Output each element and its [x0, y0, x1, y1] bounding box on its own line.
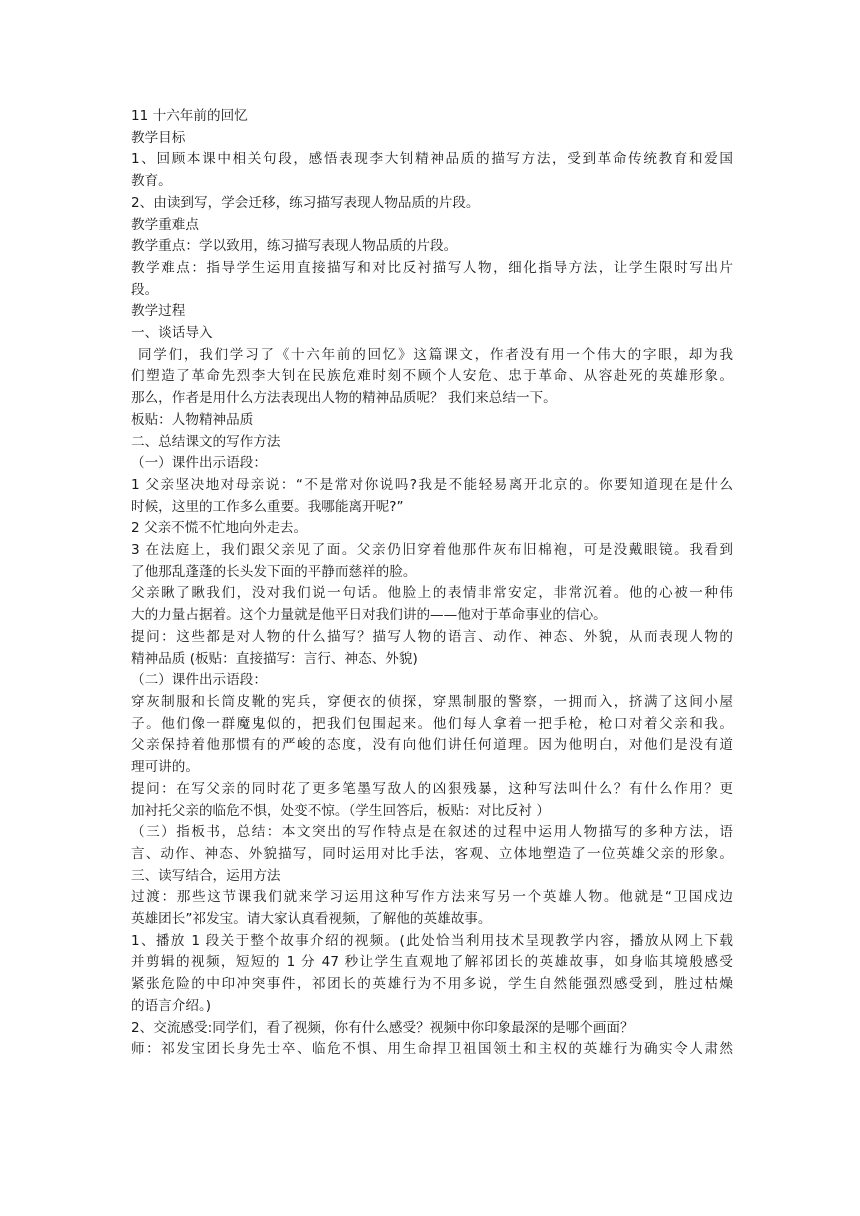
- heading-teaching-goals: 教学目标: [131, 129, 186, 146]
- goal-1-line-2: 教育。: [131, 173, 172, 190]
- quote-3-line-2: 了他那乱蓬蓬的长头发下面的平静而慈祥的脸。: [131, 563, 417, 580]
- video-step-line-3: 紧张危险的中印冲突事件，祁团长的英雄行为不用多说，学生自然能强烈感受到，胜过枯燥: [131, 976, 733, 993]
- intro-paragraph-line-2: 们塑造了革命先烈李大钊在民族危难时刻不顾个人安危、忠于革命、从容赴死的英雄形象。: [131, 368, 733, 385]
- video-step-line-4: 的语言介绍。): [131, 997, 212, 1014]
- heading-teaching-process: 教学过程: [131, 303, 186, 320]
- difficulty-line-1: 教学难点：指导学生运用直接描写和对比反衬描写人物，细化指导方法，让学生限时写出片: [131, 259, 733, 276]
- key-point: 教学重点：学以致用，练习描写表现人物品质的片段。: [131, 238, 458, 255]
- difficulty-line-2: 段。: [131, 281, 159, 298]
- subsection-2-heading: （二）课件出示语段：: [131, 672, 267, 689]
- passage-line-1: 穿灰制服和长筒皮靴的宪兵，穿便衣的侦探，穿黑制服的警察，一拥而入，挤满了这间小屋: [131, 693, 733, 710]
- heading-key-points: 教学重难点: [131, 216, 199, 233]
- question-2-line-1: 提问：在写父亲的同时花了更多笔墨写敌人的凶狠残暴，这种写法叫什么？有什么作用？更: [131, 780, 733, 797]
- video-step-line-2: 并剪辑的视频，短短的 1 分 47 秒让学生直观地了解祁团长的英雄故事，如身临其境般感受: [131, 954, 733, 971]
- quote-2: 2 父亲不慌不忙地向外走去。: [131, 520, 308, 537]
- goal-2: 2、由读到写，学会迁移，练习描写表现人物品质的片段。: [131, 194, 480, 211]
- quote-1-line-2: 时候，这里的工作多么重要。我哪能离开呢?”: [131, 498, 404, 515]
- quote-3-line-1: 3 在法庭上，我们跟父亲见了面。父亲仍旧穿着他那件灰布旧棉袍，可是没戴眼镜。我看到: [131, 542, 733, 559]
- subsection-3-line-2: 言、动作、神态、外貌描写，同时运用对比手法，客观、立体地塑造了一位英雄父亲的形象。: [131, 845, 733, 862]
- quote-4-line-2: 大的力量占据着。这个力量就是他平日对我们讲的——他对于革命事业的信心。: [131, 607, 607, 624]
- passage-line-4: 理可讲的。: [131, 759, 199, 776]
- video-step-line-1: 1、播放 1 段关于整个故事介绍的视频。(此处恰当利用技术呈现教学内容，播放从网上下载: [131, 932, 733, 949]
- passage-line-3: 父亲保持着他那惯有的严峻的态度，没有向他们讲任何道理。因为他明白，对他们是没有道: [131, 737, 733, 754]
- intro-paragraph-line-3: 那么，作者是用什么方法表现出人物的精神品质呢？ 我们来总结一下。: [131, 390, 557, 407]
- document-page: [131, 106, 733, 1061]
- section-1-heading: 一、谈话导入: [131, 325, 213, 342]
- lesson-title: 11 十六年前的回忆: [131, 108, 248, 124]
- question-1-line-2: 精神品质 (板贴：直接描写：言行、神态、外貌): [131, 650, 418, 667]
- quote-4-line-1: 父亲瞅了瞅我们，没对我们说一句话。他脸上的表情非常安定，非常沉着。他的心被一种伟: [131, 585, 733, 602]
- section-2-heading: 二、总结课文的写作方法: [131, 433, 281, 450]
- goal-1-line-1: 1、回顾本课中相关句段，感悟表现李大钊精神品质的描写方法，受到革命传统教育和爱国: [131, 151, 733, 168]
- teacher-remark: 师：祁发宝团长身先士卒、临危不惧、用生命捍卫祖国领土和主权的英雄行为确实令人肃然: [131, 1041, 733, 1058]
- transition-line-1: 过渡：那些这节课我们就来学习运用这种写作方法来写另一个英雄人物。他就是“卫国戍边: [131, 889, 733, 906]
- passage-line-2: 子。他们像一群魔鬼似的，把我们包围起来。他们每人拿着一把手枪，枪口对着父亲和我。: [131, 715, 733, 732]
- quote-1-line-1: 1 父亲坚决地对母亲说：“不是常对你说吗?我是不能轻易离开北京的。你要知道现在是什么: [131, 476, 733, 493]
- section-3-heading: 三、读写结合，运用方法: [131, 867, 281, 884]
- subsection-3-line-1: （三）指板书，总结：本文突出的写作特点是在叙述的过程中运用人物描写的多种方法，语: [131, 824, 733, 841]
- question-1-line-1: 提问：这些都是对人物的什么描写？描写人物的语言、动作、神态、外貌，从而表现人物的: [131, 628, 733, 645]
- intro-paragraph-line-1: 同学们，我们学习了《十六年前的回忆》这篇课文，作者没有用一个伟大的字眼，却为我: [138, 346, 733, 363]
- discussion-step: 2、交流感受:同学们，看了视频，你有什么感受？视频中你印象最深的是哪个画面？: [131, 1019, 634, 1036]
- board-note-1: 板贴：人物精神品质: [131, 411, 254, 428]
- subsection-1-heading: （一）课件出示语段：: [131, 455, 267, 472]
- transition-line-2: 英雄团长”祁发宝。请大家认真看视频，了解他的英雄故事。: [131, 911, 492, 928]
- question-2-line-2: 加衬托父亲的临危不惧，处变不惊。（学生回答后，板贴：对比反衬 ）: [131, 802, 550, 819]
